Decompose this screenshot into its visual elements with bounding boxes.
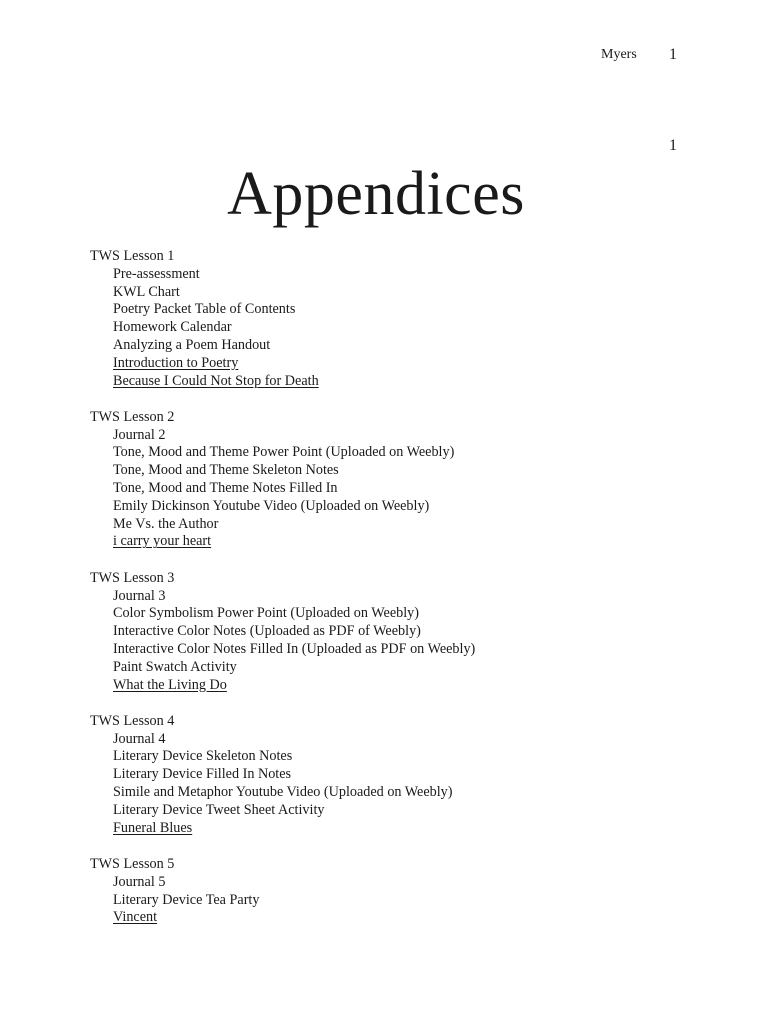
appendix-item-label: Journal 3 xyxy=(113,587,166,604)
poem-title: Funeral Blues xyxy=(113,819,193,836)
appendix-item-label: Interactive Color Notes Filled In (Uploaded as PDF on Weebly) xyxy=(113,640,476,657)
appendix-item-label: Simile and Metaphor Youtube Video (Uploaded on Weebly) xyxy=(113,784,453,801)
appendix-item xyxy=(90,284,730,302)
lesson-section xyxy=(90,409,730,551)
appendix-item-label: Me Vs. the Author xyxy=(113,515,219,532)
lesson-section xyxy=(90,713,730,838)
poem-title: What the Living Do xyxy=(113,676,227,693)
appendix-item-label: Journal 4 xyxy=(113,730,166,747)
lesson-section xyxy=(90,856,730,927)
appendix-item-label: Literary Device Tweet Sheet Activity xyxy=(113,801,325,818)
appendix-item xyxy=(90,677,730,695)
appendix-item xyxy=(90,355,730,373)
appendix-item xyxy=(90,266,730,284)
appendix-item xyxy=(90,533,730,551)
appendix-item xyxy=(90,820,730,838)
poem-title: Vincent xyxy=(113,909,158,926)
lesson-heading: TWS Lesson 5 xyxy=(90,855,175,872)
poem-title: i carry your heart xyxy=(113,533,212,550)
lesson-heading: TWS Lesson 1 xyxy=(90,248,175,264)
appendix-item-label: Literary Device Filled In Notes xyxy=(113,766,292,783)
header-page-number: 1 xyxy=(669,46,677,63)
appendix-item xyxy=(90,516,730,534)
appendix-item-label: Emily Dickinson Youtube Video (Uploaded on Weebly) xyxy=(113,497,430,514)
appendix-item xyxy=(90,623,730,641)
appendix-item xyxy=(90,731,730,749)
appendix-item xyxy=(90,373,730,391)
appendix-item-label: Color Symbolism Power Point (Uploaded on Weebly) xyxy=(113,605,419,622)
appendix-item-label: Poetry Packet Table of Contents xyxy=(113,301,296,318)
appendix-item xyxy=(90,641,730,659)
appendix-item-label: Interactive Color Notes (Uploaded as PDF of Weebly) xyxy=(113,623,421,640)
appendix-item-label: Pre-assessment xyxy=(113,265,200,282)
lesson-heading: TWS Lesson 4 xyxy=(90,712,175,729)
appendix-item xyxy=(90,588,730,606)
appendix-item xyxy=(90,748,730,766)
appendix-item-label: Journal 5 xyxy=(113,873,166,890)
appendix-item-label: Analyzing a Poem Handout xyxy=(113,336,271,353)
appendix-item-label: Tone, Mood and Theme Skeleton Notes xyxy=(113,462,339,479)
lesson-heading: TWS Lesson 2 xyxy=(90,408,175,425)
appendix-item xyxy=(90,909,730,927)
header-author: Myers xyxy=(601,47,637,62)
appendix-item xyxy=(90,659,730,677)
appendix-item xyxy=(90,766,730,784)
appendix-item xyxy=(90,498,730,516)
page-title: Appendices xyxy=(227,160,525,228)
appendix-item xyxy=(90,874,730,892)
appendix-item-label: Literary Device Tea Party xyxy=(113,891,260,908)
poem-title: Introduction to Poetry xyxy=(113,354,239,371)
appendix-item xyxy=(90,892,730,910)
appendix-item xyxy=(90,784,730,802)
appendix-item-label: KWL Chart xyxy=(113,283,180,300)
appendix-item-label: Tone, Mood and Theme Power Point (Uploaded on Weebly) xyxy=(113,444,455,461)
appendix-item-label: Paint Swatch Activity xyxy=(113,658,237,675)
appendix-item xyxy=(90,337,730,355)
appendix-item-label: Tone, Mood and Theme Notes Filled In xyxy=(113,480,338,497)
appendix-item xyxy=(90,605,730,623)
appendix-list xyxy=(90,248,730,946)
poem-title: Because I Could Not Stop for Death xyxy=(113,372,319,389)
lesson-section xyxy=(90,248,730,390)
lesson-section xyxy=(90,570,730,695)
appendix-item-label: Homework Calendar xyxy=(113,319,232,336)
appendix-item xyxy=(90,444,730,462)
appendix-item-label: Literary Device Skeleton Notes xyxy=(113,748,293,765)
lesson-heading: TWS Lesson 3 xyxy=(90,569,175,586)
appendix-item xyxy=(90,427,730,445)
appendix-item xyxy=(90,319,730,337)
appendix-item xyxy=(90,480,730,498)
appendix-item xyxy=(90,462,730,480)
page-marker: 1 xyxy=(669,137,677,154)
appendix-item xyxy=(90,802,730,820)
appendix-item-label: Journal 2 xyxy=(113,426,166,443)
appendix-item xyxy=(90,301,730,319)
